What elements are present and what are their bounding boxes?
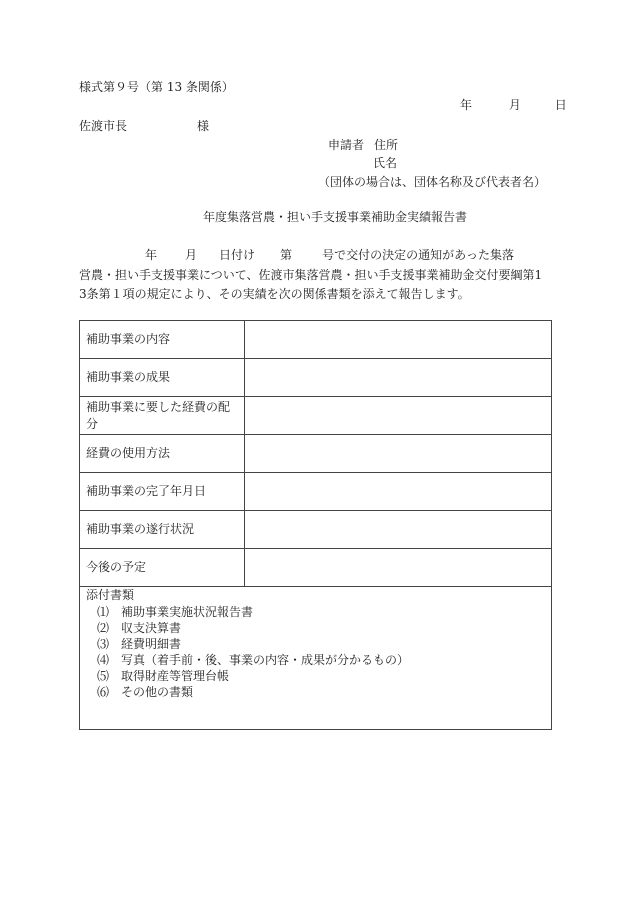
- row-value-cell[interactable]: [245, 511, 552, 549]
- body-line-1: [145, 249, 514, 261]
- item-text: 収支決算書: [121, 621, 182, 635]
- group-note: （団体の場合は、団体名称及び代表者名）: [318, 175, 547, 189]
- row-label: 補助事業に要した経費の配分: [80, 397, 245, 435]
- body-line-2: 営農・担い手支援事業について、佐渡市集落営農・担い手支援事業補助金交付要綱第1: [79, 268, 543, 282]
- form-number: 様式第９号（第 13 条関係）: [79, 80, 234, 94]
- honorific: 様: [197, 119, 210, 133]
- addressee-line: [79, 120, 209, 132]
- item-number: ⑴: [97, 605, 110, 619]
- list-item: [97, 638, 181, 650]
- body-dai: 第: [280, 248, 293, 262]
- attachments-box: [79, 586, 552, 730]
- row-value-cell[interactable]: [245, 473, 552, 511]
- body-rest: 号で交付の決定の通知があった集落: [322, 248, 514, 262]
- table-row: [80, 435, 552, 473]
- table-row: [80, 321, 552, 359]
- report-table: [79, 320, 552, 587]
- applicant-label: 申請者: [328, 138, 365, 152]
- attachments-title: 添付書類: [86, 588, 135, 602]
- item-number: ⑶: [97, 637, 110, 651]
- list-item: [97, 686, 193, 698]
- table-row: [80, 473, 552, 511]
- body-line-3: 3条第１項の規定により、その実績を次の関係書類を添えて報告します。: [79, 287, 470, 301]
- row-label: 補助事業の遂行状況: [80, 511, 245, 549]
- row-value-cell[interactable]: [245, 321, 552, 359]
- list-item: [97, 622, 181, 634]
- body-dated: 日付け: [219, 248, 256, 262]
- item-number: ⑹: [97, 685, 110, 699]
- row-value-cell[interactable]: [245, 397, 552, 435]
- table-row: [80, 397, 552, 435]
- row-label: 今後の予定: [80, 549, 245, 587]
- table-row: [80, 511, 552, 549]
- list-item: [97, 670, 229, 682]
- table-row: [80, 359, 552, 397]
- item-number: ⑸: [97, 669, 110, 683]
- item-text: 写真（着手前・後、事業の内容・成果が分かるもの）: [121, 653, 410, 667]
- name-label: 氏名: [373, 156, 398, 170]
- row-value-cell[interactable]: [245, 435, 552, 473]
- item-number: ⑵: [97, 621, 110, 635]
- row-label: 補助事業の成果: [80, 359, 245, 397]
- item-text: 経費明細書: [121, 637, 182, 651]
- item-text: その他の書類: [121, 685, 194, 699]
- address-label: 住所: [374, 138, 399, 152]
- item-text: 補助事業実施状況報告書: [121, 605, 254, 619]
- date-day-label: 日: [554, 98, 567, 112]
- row-label: 補助事業の完了年月日: [80, 473, 245, 511]
- list-item: [97, 654, 409, 666]
- addressee: 佐渡市長: [79, 119, 128, 133]
- item-number: ⑷: [97, 653, 110, 667]
- table-row: [80, 549, 552, 587]
- date-year-label: 年: [460, 98, 473, 112]
- document-title: 年度集落営農・担い手支援事業補助金実績報告書: [203, 210, 468, 224]
- item-text: 取得財産等管理台帳: [121, 669, 230, 683]
- body-month: 月: [185, 248, 198, 262]
- row-label: 経費の使用方法: [80, 435, 245, 473]
- row-label: 補助事業の内容: [80, 321, 245, 359]
- applicant-line: [328, 139, 398, 151]
- list-item: [97, 606, 253, 618]
- row-value-cell[interactable]: [245, 359, 552, 397]
- date-line: [460, 99, 567, 111]
- date-month-label: 月: [508, 98, 521, 112]
- body-year: 年: [145, 248, 158, 262]
- row-value-cell[interactable]: [245, 549, 552, 587]
